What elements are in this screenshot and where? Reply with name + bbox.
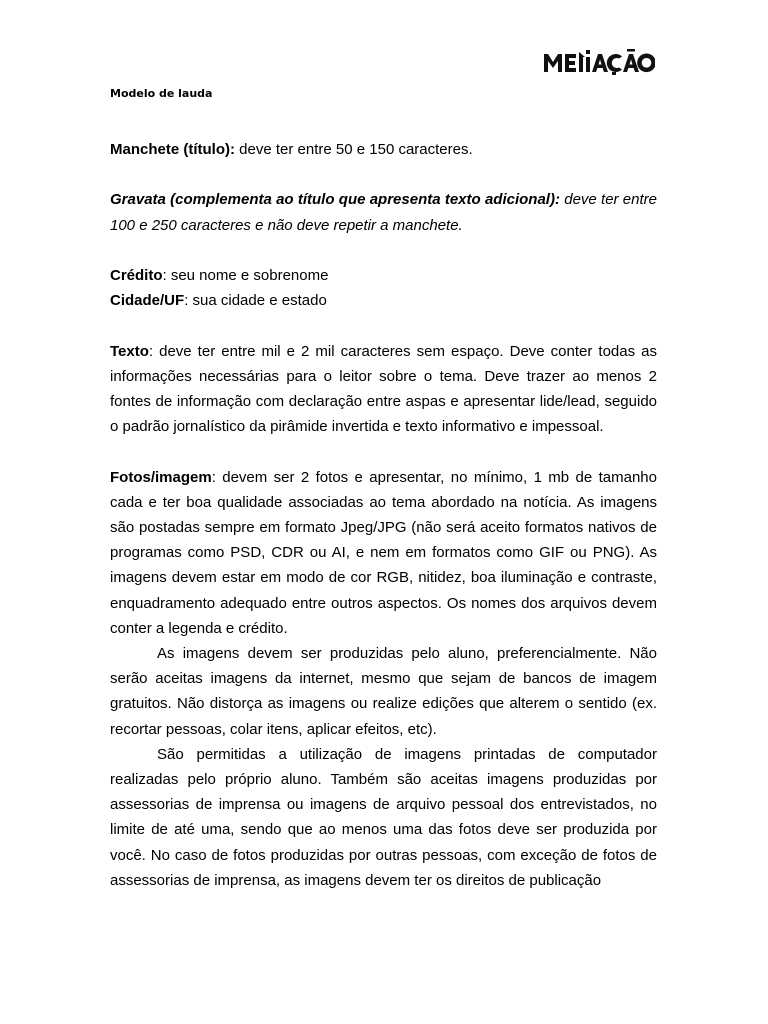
texto-paragraph [110, 339, 657, 440]
aluno-paragraph: As imagens devem ser produzidas pelo aluno, preferencialmente. Não serão aceitas imagens da internet, mesmo que sejam de bancos de imagem gratuitos. Não distorça as imagens ou realize edições que alterem o sentido (ex. recortar pessoas, colar itens, aplicar efeitos, etc). [110, 645, 657, 738]
fotos-label: Fotos/imagem [110, 468, 212, 486]
fotos-text: : devem ser 2 fotos e apresentar, no mínimo, 1 mb de tamanho cada e ter boa qualidade associadas ao tema abordado na notícia. As imagens são postadas sempre em formato Jpeg/JPG (não será aceito formatos nativos de programas como PSD, CDR ou AI, e nem em formatos como GIF ou PNG). As imagens devem estar em modo de cor RGB, nitidez, boa iluminação e contraste, enquadramento adequado entre outros aspectos. Os nomes dos arquivos devem conter a legenda e crédito. [110, 468, 657, 637]
gravata-label: Gravata (complementa ao título que apresenta texto adicional): [110, 191, 560, 209]
credito-label: Crédito [110, 266, 163, 284]
permitidas-paragraph: São permitidas a utilização de imagens printadas de computador realizadas pelo próprio aluno. Também são aceitas imagens produzidas por assessorias de imprensa ou imagens de arquivo pessoal dos entrevistados, no limite de até uma, sendo que ao menos uma das fotos deve ser produzida por você. No caso de fotos produzidas por outras pessoas, com exceção de fotos de assessorias de imprensa, as imagens devem ter os direitos de publicação [110, 745, 657, 889]
document-body [110, 137, 657, 893]
gravata-paragraph [110, 187, 657, 237]
texto-text: : deve ter entre mil e 2 mil caracteres sem espaço. Deve conter todas as informações necessárias para o leitor sobre o tema. Deve trazer ao menos 2 fontes de informação com declaração entre aspas e apresentar lide/lead, seguido o padrão jornalístico da pirâmide invertida e texto informativo e impessoal. [110, 342, 657, 436]
document-type-label: Modelo de lauda [110, 87, 213, 100]
fotos-paragraph [110, 465, 657, 641]
cidade-paragraph [110, 288, 657, 313]
texto-label: Texto [110, 342, 149, 360]
cidade-label: Cidade/UF [110, 292, 185, 310]
manchete-label: Manchete (título): [110, 141, 235, 158]
credito-text: : seu nome e sobrenome [162, 266, 329, 284]
manchete-text: deve ter entre 50 e 150 caracteres. [235, 141, 473, 158]
manchete-paragraph [110, 137, 657, 162]
cidade-text: : sua cidade e estado [184, 292, 327, 310]
mediacao-logo [543, 46, 655, 76]
gravata-text: deve ter entre 100 e 250 caracteres e não deve repetir a manchete. [110, 191, 657, 234]
credito-paragraph [110, 263, 657, 288]
